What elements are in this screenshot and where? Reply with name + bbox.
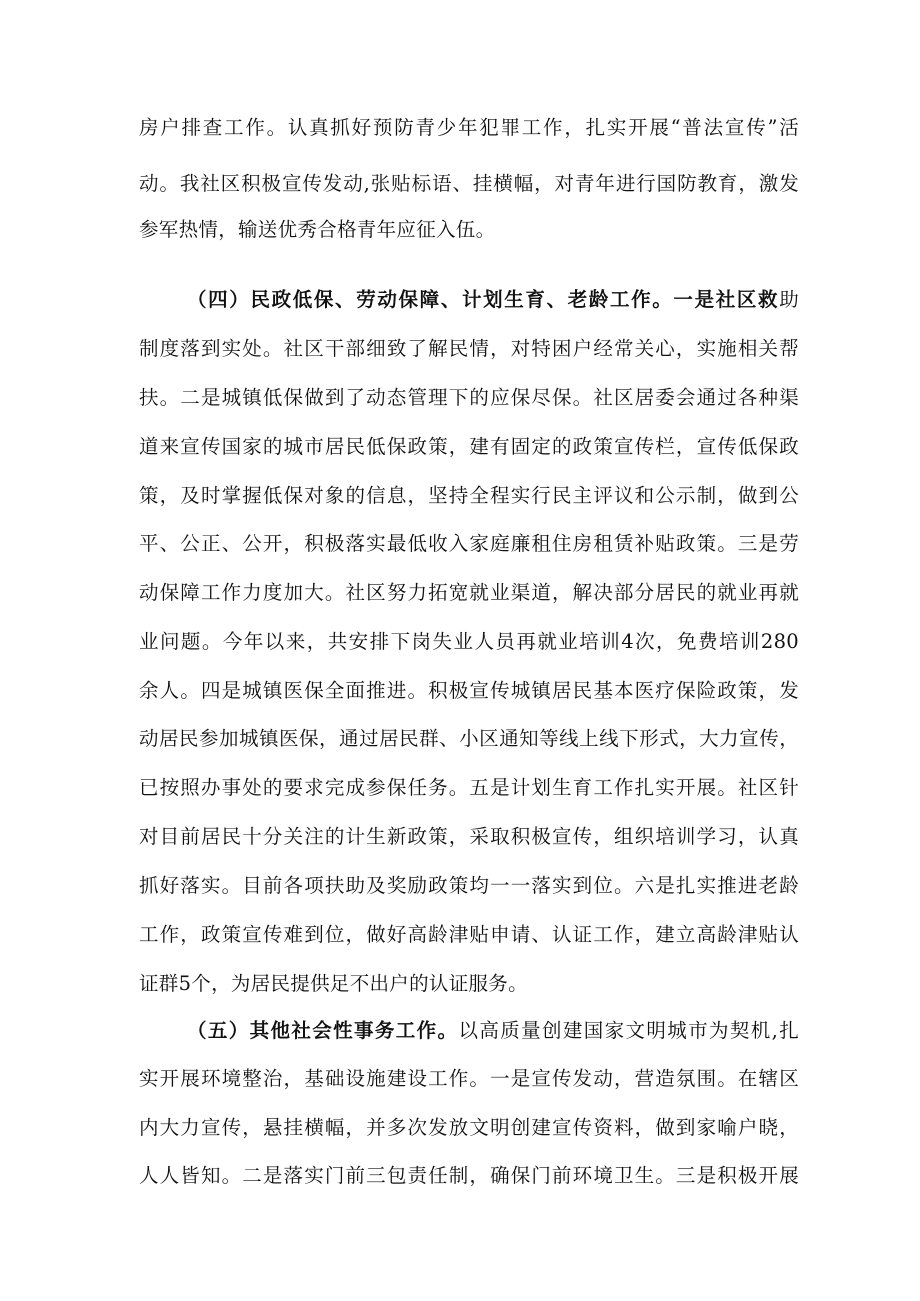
text-line: 参军热情，输送优秀合格青年应征入伍。 <box>139 218 496 241</box>
section-5-first-line <box>187 1018 799 1044</box>
text-line: 扶。二是城镇低保做到了动态管理下的应保尽保。社区居委会通过各种渠 <box>139 386 799 409</box>
text-line: 工作，政策宣传难到位，做好高龄津贴申请、认证工作，建立高龄津贴认 <box>139 923 799 946</box>
text-line: 人人皆知。二是落实门前三包责任制，确保门前环境卫生。三是积极开展 <box>139 1164 799 1187</box>
text-line: 对目前居民十分关注的计生新政策，采取积极宣传，组织培训学习，认真 <box>139 825 799 848</box>
text-line: 道来宣传国家的城市居民低保政策，建有固定的政策宣传栏，宣传低保政 <box>139 435 799 458</box>
section-5-heading: （五）其他社会性事务工作。 <box>187 1019 459 1042</box>
text-line: 证群5个，为居民提供足不出户的认证服务。 <box>139 972 528 995</box>
text-line: 策，及时掌握低保对象的信息，坚持全程实行民主评议和公示制，做到公 <box>139 484 799 507</box>
text-line: 动居民参加城镇医保，通过居民群、小区通知等线上线下形式，大力宣传， <box>139 727 799 750</box>
text-line: 动保障工作力度加大。社区努力拓宽就业渠道，解决部分居民的就业再就 <box>139 581 799 604</box>
text-line: 抓好落实。目前各项扶助及奖励政策均一一落实到位。六是扎实推进老龄 <box>139 874 799 897</box>
text-line: 业问题。今年以来，共安排下岗失业人员再就业培训4次，免费培训280 <box>139 630 799 653</box>
text-line: 已按照办事处的要求完成参保任务。五是计划生育工作扎实开展。社区针 <box>139 776 799 799</box>
text-line: 制度落到实处。社区干部细致了解民情，对特困户经常关心，实施相关帮 <box>139 337 799 360</box>
text-line: 实开展环境整治，基础设施建设工作。一是宣传发动，营造氛围。在辖区 <box>139 1067 799 1090</box>
section-4-heading-tail: 助 <box>779 288 799 311</box>
section-4-heading: （四）民政低保、劳动保障、计划生育、老龄工作。一是社区救 <box>187 288 780 311</box>
text-line: 内大力宣传，悬挂横幅，并多次发放文明创建宣传资料，做到家喻户晓， <box>139 1116 799 1139</box>
section-4-first-line <box>187 287 799 313</box>
text-line: 平、公正、公开，积极落实最低收入家庭廉租住房租赁补贴政策。三是劳 <box>139 532 799 555</box>
text-line: 房户排查工作。认真抓好预防青少年犯罪工作，扎实开展“普法宣传”活 <box>139 116 799 139</box>
text-line: 余人。四是城镇医保全面推进。积极宣传城镇居民基本医疗保险政策，发 <box>139 679 799 702</box>
section-5-heading-tail: 以高质量创建国家文明城市为契机,扎 <box>458 1019 799 1042</box>
text-line: 动。我社区积极宣传发动,张贴标语、挂横幅，对青年进行国防教育，激发 <box>139 172 799 195</box>
